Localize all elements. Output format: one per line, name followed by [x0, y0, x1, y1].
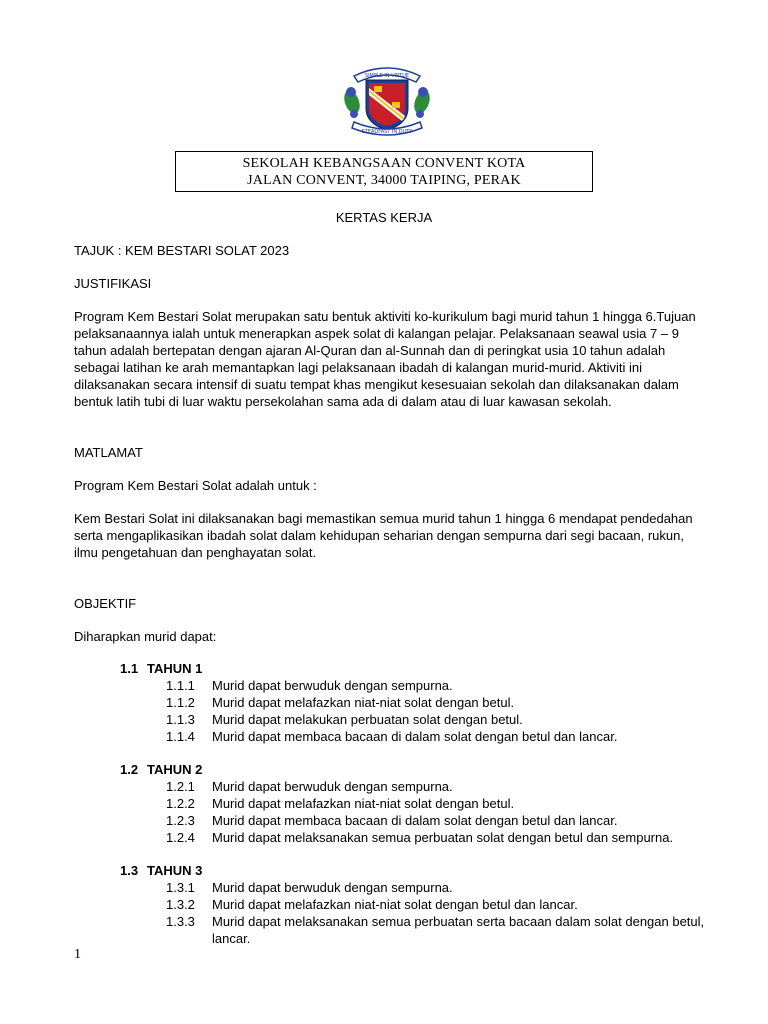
paragraph-line: dilaksanakan secara intensif di suatu tempat khas mengikut kesesuaian sekolah dan dilaksanakan dalam: [74, 377, 679, 392]
item-number: 1.1.4: [166, 729, 195, 744]
item-number: 1.1.1: [166, 678, 195, 693]
item-number: 1.3.2: [166, 897, 195, 912]
paragraph-line: tahun adalah bertepatan dengan ajaran Al-Quran dan al-Sunnah dan di peringkat usia 10 tahun adalah: [74, 343, 666, 358]
crest-motto-top: SIMPLE IN VIRTUE: [364, 73, 410, 79]
crest-motto-bottom: STEADFAST IN DUTY: [361, 129, 413, 135]
item-text: Murid dapat melafazkan niat-niat solat dengan betul dan lancar.: [212, 897, 578, 912]
list-item: [166, 829, 673, 846]
item-text: Murid dapat melafazkan niat-niat solat dengan betul.: [212, 695, 515, 710]
section-number: 1.2: [120, 762, 139, 777]
item-number: 1.2.2: [166, 796, 195, 811]
list-item: [166, 879, 453, 896]
item-text: Murid dapat berwuduk dengan sempurna.: [212, 779, 453, 794]
paragraph-line: pelaksanaannya ialah untuk menerapkan aspek solat di kalangan pelajar. Pelaksanaan seawal usia 7 – 9: [74, 326, 679, 341]
section-number: 1.1: [120, 661, 139, 676]
list-item: [166, 677, 453, 694]
section-title: TAHUN 1: [147, 661, 203, 676]
document-type-title: KERTAS KERJA: [335, 210, 433, 225]
school-crest-logo: [342, 58, 432, 142]
section-title: TAHUN 3: [147, 863, 203, 878]
item-text: Murid dapat membaca bacaan di dalam solat dengan betul dan lancar.: [212, 813, 618, 828]
item-number: 1.3.1: [166, 880, 195, 895]
school-name: SEKOLAH KEBANGSAAN CONVENT KOTA: [242, 156, 526, 171]
page-number: 1: [74, 947, 81, 962]
matlamat-heading: MATLAMAT: [74, 445, 143, 460]
item-number: 1.2.1: [166, 779, 195, 794]
list-item: [166, 728, 617, 745]
justifikasi-paragraph: [74, 308, 694, 410]
list-item: [166, 694, 514, 711]
objektif-heading: OBJEKTIF: [74, 596, 137, 611]
item-text: Murid dapat berwuduk dengan sempurna.: [212, 678, 453, 693]
item-number: 1.1.2: [166, 695, 195, 710]
paragraph-line: serta mengaplikasikan ibadah solat dalam kehidupan seharian dengan sempurna dari segi bacaan, rukun,: [74, 528, 684, 543]
item-number: 1.2.3: [166, 813, 195, 828]
section-heading-tahun-2: [120, 761, 202, 778]
item-number: 1.1.3: [166, 712, 195, 727]
list-item: [166, 795, 514, 812]
list-item: [166, 711, 523, 728]
list-item: [166, 896, 578, 913]
list-item: [166, 778, 453, 795]
section-heading-tahun-1: [120, 660, 202, 677]
section-number: 1.3: [120, 863, 139, 878]
section-heading-tahun-3: [120, 862, 202, 879]
paragraph-line: Program Kem Bestari Solat merupakan satu bentuk aktiviti ko-kurikulum bagi murid tahun 1 hingga 6.Tujuan: [74, 309, 696, 324]
objektif-intro: Diharapkan murid dapat:: [74, 629, 217, 644]
item-number: 1.2.4: [166, 830, 195, 845]
list-item: [166, 913, 704, 930]
item-text: Murid dapat berwuduk dengan sempurna.: [212, 880, 453, 895]
school-header-box: [175, 151, 593, 192]
paragraph-line: ilmu pengetahuan dan penghayatan solat.: [74, 545, 317, 560]
item-text: Murid dapat melaksanakan semua perbuatan serta bacaan dalam solat dengan betul,: [212, 914, 705, 929]
justifikasi-heading: JUSTIFIKASI: [74, 276, 152, 291]
item-text: Murid dapat melakukan perbuatan solat dengan betul.: [212, 712, 523, 727]
item-text: Murid dapat melaksanakan semua perbuatan solat dengan betul dan sempurna.: [212, 830, 674, 845]
item-text: Murid dapat membaca bacaan di dalam solat dengan betul dan lancar.: [212, 729, 618, 744]
paragraph-line: Kem Bestari Solat ini dilaksanakan bagi memastikan semua murid tahun 1 hingga 6 mendapat pendedahan: [74, 511, 693, 526]
item-number: 1.3.3: [166, 914, 195, 929]
matlamat-paragraph: [74, 510, 694, 561]
document-subject: TAJUK : KEM BESTARI SOLAT 2023: [74, 243, 290, 258]
paragraph-line: sebagai latihan ke arah memantapkan lagi pelaksanaan ibadah di kalangan murid-murid. Aktiviti ini: [74, 360, 643, 375]
section-title: TAHUN 2: [147, 762, 203, 777]
matlamat-intro: Program Kem Bestari Solat adalah untuk :: [74, 478, 317, 493]
item-text: Murid dapat melafazkan niat-niat solat dengan betul.: [212, 796, 515, 811]
paragraph-line: bentuk latih tubi di luar waktu persekolahan sama ada di dalam atau di luar kawasan sekolah.: [74, 394, 612, 409]
list-item-continuation: lancar.: [212, 931, 251, 946]
school-address: JALAN CONVENT, 34000 TAIPING, PERAK: [247, 173, 521, 188]
list-item: [166, 812, 617, 829]
